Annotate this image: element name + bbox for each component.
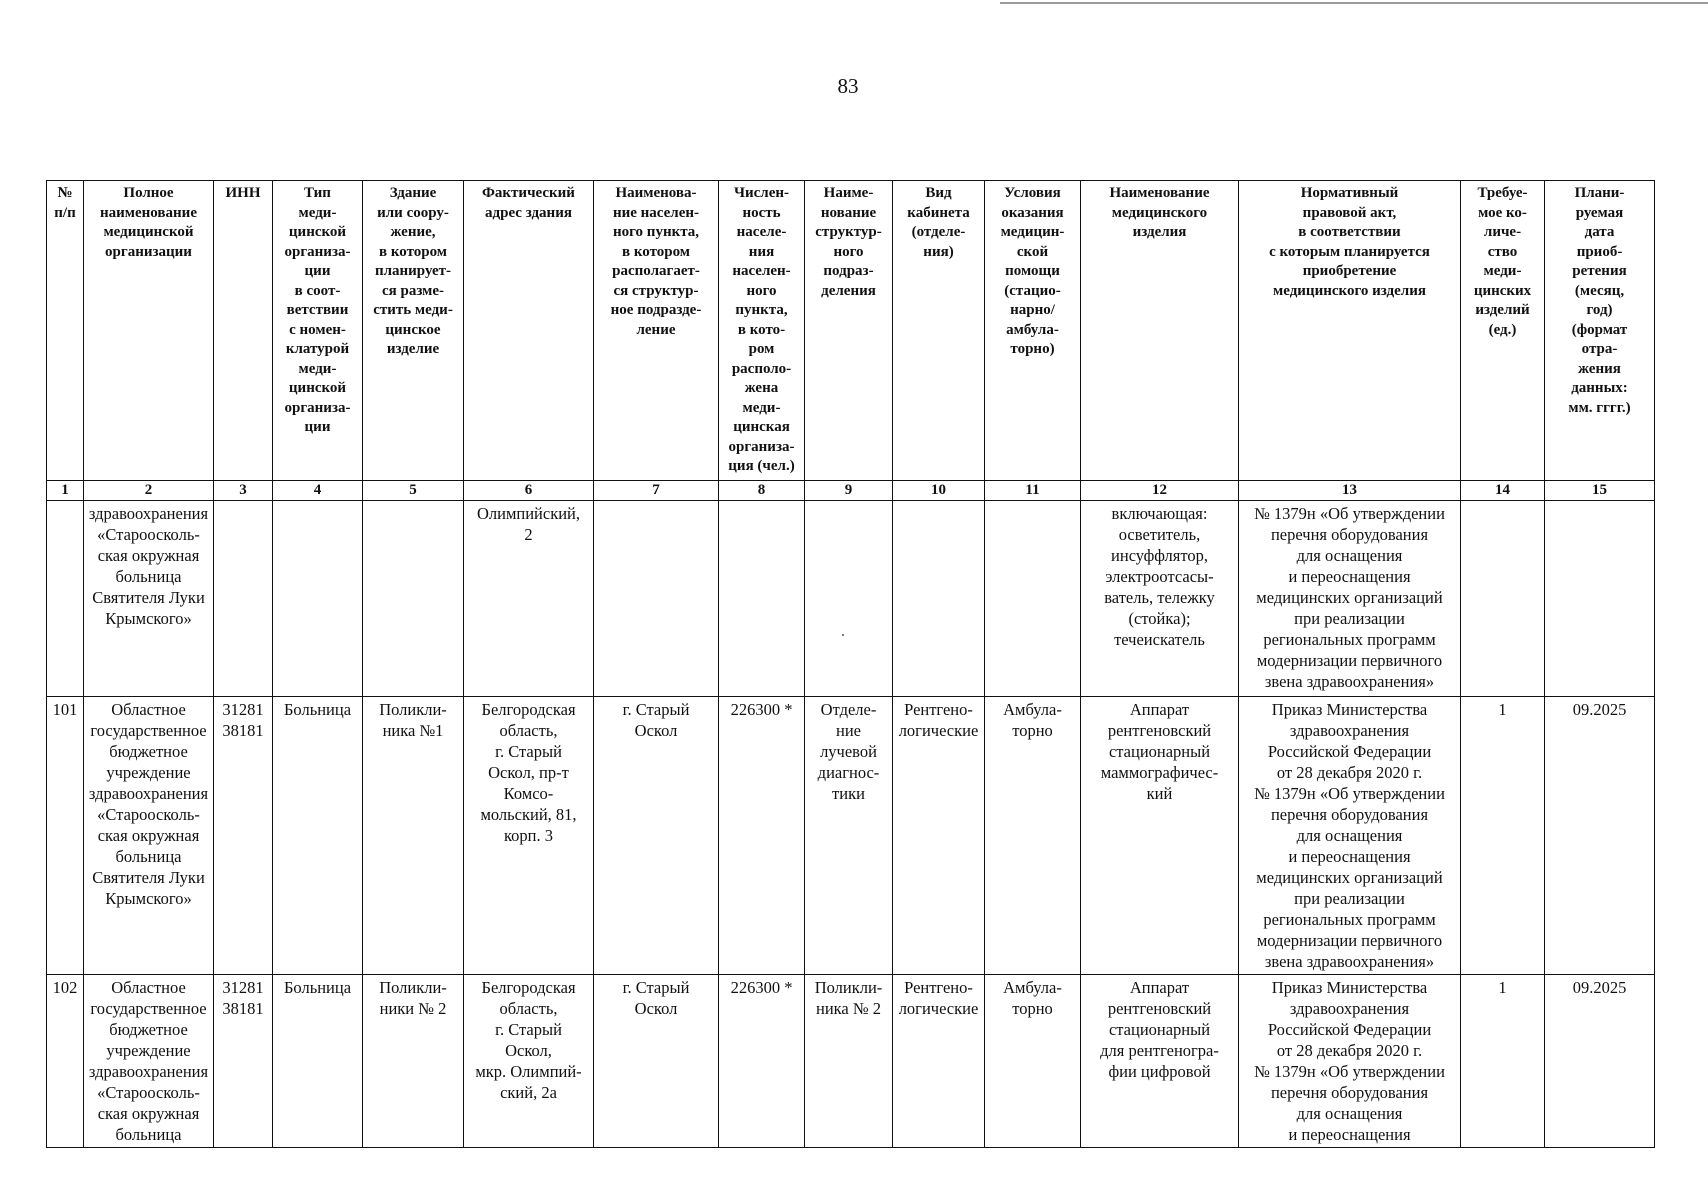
cell-line: Поликли-	[814, 978, 883, 997]
column-number: 13	[1239, 481, 1461, 501]
column-number: 15	[1545, 481, 1655, 501]
cell-line: ская окружная	[97, 1104, 200, 1123]
cell-line: ватель, тележку	[1104, 588, 1215, 607]
header-line: ром	[748, 341, 775, 357]
cell-line: для рентгеногра-	[1100, 1041, 1219, 1060]
header-line: помощи	[1005, 263, 1060, 279]
header-line: цинской	[288, 224, 347, 240]
cell-line: звена здравоохранения»	[1264, 672, 1435, 691]
table-row	[47, 975, 1655, 1148]
equipment-table	[46, 180, 1655, 1148]
cell-line: Приказ Министерства	[1271, 978, 1428, 997]
cell-line: стационарный	[1108, 1020, 1211, 1039]
cell-no	[47, 501, 84, 697]
cell-line: лучевой	[820, 742, 877, 761]
cell-line: Рентгено-	[904, 700, 973, 719]
cell-legal-act	[1239, 501, 1461, 697]
header-row	[47, 181, 1655, 481]
cell-line: Белгородская	[481, 700, 576, 719]
header-line: ции	[304, 419, 331, 435]
cell-line: г. Старый	[622, 978, 690, 997]
header-col-address	[464, 181, 594, 481]
header-line: жение,	[390, 224, 436, 240]
header-line: Нормативный	[1300, 185, 1399, 201]
header-col-legal-act	[1239, 181, 1461, 481]
header-line: Фактический	[482, 185, 575, 201]
header-line: руемая	[1575, 204, 1624, 221]
header-line: ветствии	[286, 302, 349, 318]
cell-line: Крымского»	[105, 609, 192, 628]
cell-conditions	[985, 501, 1081, 697]
header-line: ность	[742, 204, 781, 221]
cell-date: 09.2025	[1545, 975, 1655, 1148]
cell-population: 226300 *	[719, 975, 805, 1148]
cell-settlement	[594, 975, 719, 1148]
header-line: (ед.)	[1488, 321, 1517, 338]
header-line: Требуе-	[1477, 185, 1528, 201]
cell-line: маммографичес-	[1100, 763, 1219, 782]
header-line: ного	[746, 282, 777, 299]
cell-line: здравоохранения	[88, 504, 209, 523]
header-line: ся структур-	[613, 282, 699, 299]
cell-device	[1081, 697, 1239, 975]
header-line: дата	[1584, 224, 1615, 240]
header-line: ство	[1487, 243, 1518, 260]
header-line: организа-	[284, 243, 351, 260]
cell-line: больница	[115, 847, 182, 866]
cell-line: Комсо-	[503, 784, 554, 803]
cell-line: «Староосколь-	[97, 1083, 200, 1102]
header-line: п/п	[54, 204, 76, 221]
cell-line: стационарный	[1108, 742, 1211, 761]
header-line: амбула-	[1006, 321, 1059, 338]
column-number: 8	[719, 481, 805, 501]
cell-line: при реализации	[1294, 889, 1405, 908]
header-line: подраз-	[823, 263, 874, 279]
header-line: цинских	[1473, 282, 1532, 299]
column-number: 3	[214, 481, 273, 501]
cell-quantity	[1461, 501, 1545, 697]
cell-line: (стойка);	[1128, 609, 1191, 628]
header-line: наименование	[100, 204, 197, 221]
cell-line: Амбула-	[1003, 978, 1062, 997]
header-line: мое ко-	[1478, 204, 1527, 221]
cell-line: Оскол	[634, 999, 678, 1018]
cell-quantity: 1	[1461, 697, 1545, 975]
cell-line: Поликли-	[379, 978, 447, 997]
cell-building	[363, 697, 464, 975]
header-line: в соот-	[294, 282, 341, 299]
cell-inn	[214, 975, 273, 1148]
cell-line: торно	[1012, 999, 1053, 1018]
cell-legal-act	[1239, 697, 1461, 975]
header-line: приобретение	[1302, 263, 1397, 279]
header-line: данных:	[1571, 380, 1628, 396]
column-number-row	[47, 481, 1655, 501]
cell-line: Российской Федерации	[1267, 1020, 1432, 1039]
header-line: меди-	[1483, 263, 1522, 279]
cell-line: от 28 декабря 2020 г.	[1276, 763, 1423, 782]
header-line: населе-	[736, 224, 787, 240]
cell-line: при реализации	[1294, 609, 1405, 628]
header-line: кабинета	[907, 204, 970, 221]
cell-line: от 28 декабря 2020 г.	[1276, 1041, 1423, 1060]
cell-unit	[805, 697, 893, 975]
cell-line: логические	[898, 721, 979, 740]
cell-line: Поликли-	[379, 700, 447, 719]
cell-legal-act	[1239, 975, 1461, 1148]
cell-line: № 1379н «Об утверждении	[1254, 784, 1445, 803]
header-line: медицин-	[1000, 224, 1065, 240]
cell-line: ника № 2	[816, 999, 881, 1018]
header-col-no	[47, 181, 84, 481]
scan-edge-line	[1000, 2, 1708, 4]
header-line: ция (чел.)	[728, 458, 795, 474]
header-line: Тип	[304, 185, 331, 201]
cell-line: здравоохранения	[88, 1062, 209, 1081]
cell-line: для оснащения	[1296, 1104, 1403, 1123]
cell-org-name	[84, 501, 214, 697]
cell-org-name	[84, 975, 214, 1148]
header-line: ской	[1016, 243, 1049, 260]
header-line: цинское	[385, 321, 441, 338]
header-line: ния)	[923, 243, 954, 260]
cell-device	[1081, 501, 1239, 697]
cell-line: модернизации первичного	[1256, 651, 1443, 670]
cell-line: г. Старый	[622, 700, 690, 719]
cell-building	[363, 975, 464, 1148]
page-number: 83	[837, 74, 859, 98]
header-line: Плани-	[1574, 185, 1625, 201]
cell-line: больница	[115, 1125, 182, 1144]
cell-line: торно	[1012, 721, 1053, 740]
cell-line: Амбула-	[1003, 700, 1062, 719]
header-line: в соответствии	[1298, 224, 1401, 240]
cell-line: г. Старый	[495, 1020, 562, 1039]
column-number: 2	[84, 481, 214, 501]
header-line: цинской	[288, 380, 347, 396]
header-line: структур-	[815, 224, 882, 240]
column-number: 11	[985, 481, 1081, 501]
cell-line: область,	[499, 999, 558, 1018]
cell-line: и переоснащения	[1288, 567, 1411, 586]
header-line: Вид	[925, 185, 952, 201]
cell-line: Приказ Министерства	[1271, 700, 1428, 719]
header-line: жена	[744, 380, 779, 396]
cell-line: Аппарат	[1129, 978, 1190, 997]
cell-no: 102	[47, 975, 84, 1148]
header-col-quantity	[1461, 181, 1545, 481]
cell-address	[464, 697, 594, 975]
header-col-inn	[214, 181, 273, 481]
cell-line: электроотсасы-	[1105, 567, 1214, 586]
cell-line: здравоохранения	[1289, 999, 1410, 1018]
header-line: нарно/	[1010, 302, 1055, 318]
cell-line: ский, 2а	[500, 1083, 557, 1102]
cell-line: здравоохранения	[88, 784, 209, 803]
header-line: ся разме-	[381, 282, 445, 299]
cell-line: учреждение	[106, 1041, 191, 1060]
header-col-settlement	[594, 181, 719, 481]
cell-device	[1081, 975, 1239, 1148]
header-line: ление	[636, 321, 676, 338]
cell-quantity: 1	[1461, 975, 1545, 1148]
table-row	[47, 697, 1655, 975]
cell-line: Белгородская	[481, 978, 576, 997]
header-line: организа-	[284, 399, 351, 416]
cell-unit	[805, 975, 893, 1148]
cell-settlement	[594, 697, 719, 975]
header-line: Наименование	[1109, 185, 1210, 201]
column-number: 10	[893, 481, 985, 501]
cell-line: звена здравоохранения»	[1264, 952, 1435, 971]
cell-address	[464, 501, 594, 697]
header-line: ИНН	[225, 185, 261, 201]
scan-speck	[842, 634, 844, 636]
header-line: №	[57, 185, 73, 201]
cell-line: г. Старый	[495, 742, 562, 761]
column-number: 14	[1461, 481, 1545, 501]
cell-line: Олимпийский,	[476, 504, 581, 523]
cell-line: ника №1	[382, 721, 444, 740]
header-line: населен-	[732, 263, 791, 279]
header-col-unit	[805, 181, 893, 481]
cell-line: Рентгено-	[904, 978, 973, 997]
header-line: торно)	[1010, 341, 1055, 357]
cell-line: модернизации первичного	[1256, 931, 1443, 950]
cell-org-type: Больница	[273, 697, 363, 975]
header-line: адрес здания	[485, 204, 572, 221]
cell-cabinet	[893, 501, 985, 697]
header-col-device	[1081, 181, 1239, 481]
cell-line: Крымского»	[105, 889, 192, 908]
header-line: Условия	[1004, 185, 1061, 201]
header-line: стить меди-	[373, 302, 453, 318]
cell-line: учреждение	[106, 763, 191, 782]
cell-line: государственное	[90, 999, 207, 1018]
header-line: год)	[1586, 302, 1613, 318]
header-line: деления	[821, 282, 876, 299]
header-line: (стацио-	[1004, 282, 1061, 299]
header-line: в котором	[621, 243, 691, 260]
header-col-building	[363, 181, 464, 481]
header-line: ции	[304, 263, 331, 279]
cell-line: Оскол,	[505, 1041, 552, 1060]
cell-line: 38181	[222, 721, 264, 740]
header-line: ное подразде-	[610, 302, 702, 318]
header-line: организа-	[728, 438, 795, 455]
cell-line: перечня оборудования	[1270, 525, 1429, 544]
header-line: жения	[1578, 360, 1621, 377]
cell-line: течеискатель	[1114, 630, 1205, 649]
cell-line: Оскол	[634, 721, 678, 740]
cell-line: Святителя Луки	[92, 868, 205, 887]
table-row	[47, 501, 1655, 697]
cell-line: ники № 2	[379, 999, 447, 1018]
cell-conditions	[985, 975, 1081, 1148]
cell-line: Российской Федерации	[1267, 742, 1432, 761]
cell-unit	[805, 501, 893, 697]
cell-line: рентгеновский	[1107, 999, 1212, 1018]
cell-line: здравоохранения	[1289, 721, 1410, 740]
header-line: клатурой	[285, 341, 350, 357]
cell-line: Святителя Луки	[92, 588, 205, 607]
header-line: (отделе-	[911, 224, 966, 240]
header-line: нование	[820, 204, 877, 221]
cell-line: тики	[832, 784, 865, 803]
header-line: меди-	[298, 360, 337, 377]
column-number: 12	[1081, 481, 1239, 501]
header-line: или соору-	[377, 204, 449, 221]
cell-line: 2	[524, 525, 533, 544]
header-line: Числен-	[733, 185, 790, 201]
cell-line: мольский, 81,	[480, 805, 577, 824]
cell-inn	[214, 697, 273, 975]
cell-line: № 1379н «Об утверждении	[1254, 1062, 1445, 1081]
cell-line: область,	[499, 721, 558, 740]
header-line: цинская	[733, 419, 790, 435]
cell-line: кий	[1146, 784, 1173, 803]
column-number: 6	[464, 481, 594, 501]
header-col-cabinet	[893, 181, 985, 481]
cell-line: «Староосколь-	[97, 805, 200, 824]
header-line: ретения	[1572, 263, 1627, 279]
header-line: с которым планируется	[1269, 243, 1430, 260]
header-line: медицинского	[1111, 204, 1208, 221]
cell-population: 226300 *	[719, 697, 805, 975]
column-number: 7	[594, 481, 719, 501]
cell-cabinet	[893, 975, 985, 1148]
header-line: ние населен-	[612, 204, 700, 221]
header-line: с номен-	[289, 321, 346, 338]
cell-cabinet	[893, 697, 985, 975]
cell-line: 31281	[222, 978, 264, 997]
header-line: организации	[105, 243, 192, 260]
header-line: Полное	[123, 185, 174, 201]
header-col-conditions	[985, 181, 1081, 481]
cell-date: 09.2025	[1545, 697, 1655, 975]
cell-line: перечня оборудования	[1270, 1083, 1429, 1102]
header-line: изделий	[1475, 302, 1530, 318]
cell-line: мкр. Олимпий-	[475, 1062, 582, 1081]
column-number: 9	[805, 481, 893, 501]
cell-line: 31281	[222, 700, 264, 719]
header-line: отра-	[1581, 341, 1618, 357]
cell-line: № 1379н «Об утверждении	[1254, 504, 1445, 523]
cell-no: 101	[47, 697, 84, 975]
cell-line: региональных программ	[1263, 910, 1436, 929]
cell-line: для оснащения	[1296, 546, 1403, 565]
header-line: мм. гггг.)	[1568, 399, 1631, 416]
header-col-org-type	[273, 181, 363, 481]
cell-line: ние	[836, 721, 861, 740]
cell-line: Оскол, пр-т	[488, 763, 569, 782]
header-line: Наиме-	[823, 185, 874, 201]
cell-line: «Староосколь-	[97, 525, 200, 544]
header-line: изделие	[386, 341, 440, 357]
header-line: пункта,	[735, 302, 788, 318]
header-line: оказания	[1001, 204, 1064, 221]
cell-address	[464, 975, 594, 1148]
cell-line: Областное	[111, 978, 186, 997]
header-line: (формат	[1571, 321, 1628, 338]
cell-conditions	[985, 697, 1081, 975]
header-line: личе-	[1483, 224, 1522, 240]
cell-line: Областное	[111, 700, 186, 719]
header-line: в котором	[378, 243, 448, 260]
cell-line: инсуффлятор,	[1111, 546, 1208, 565]
header-line: Здание	[389, 185, 437, 201]
cell-line: для оснащения	[1296, 826, 1403, 845]
column-number: 4	[273, 481, 363, 501]
header-line: медицинского изделия	[1273, 282, 1426, 299]
cell-line: бюджетное	[109, 1020, 188, 1039]
header-line: ного	[833, 243, 864, 260]
header-line: Наименова-	[615, 185, 697, 201]
cell-line: государственное	[90, 721, 207, 740]
header-line: меди-	[298, 204, 337, 221]
cell-date	[1545, 501, 1655, 697]
cell-line: включающая:	[1111, 504, 1208, 523]
header-line: (месяц,	[1574, 282, 1625, 299]
cell-line: и переоснащения	[1288, 1125, 1411, 1144]
header-line: приоб-	[1576, 243, 1623, 260]
header-line: располо-	[731, 360, 792, 377]
cell-line: ская окружная	[97, 546, 200, 565]
cell-line: ская окружная	[97, 826, 200, 845]
cell-line: осветитель,	[1118, 525, 1201, 544]
header-line: в кото-	[737, 321, 786, 338]
header-col-org-name	[84, 181, 214, 481]
cell-line: Аппарат	[1129, 700, 1190, 719]
cell-settlement	[594, 501, 719, 697]
cell-line: корп. 3	[503, 826, 553, 845]
header-line: правовой акт,	[1302, 204, 1397, 221]
cell-building	[363, 501, 464, 697]
header-line: располагает-	[612, 263, 700, 279]
cell-inn	[214, 501, 273, 697]
header-line: меди-	[742, 399, 781, 416]
cell-line: медицинских организаций	[1256, 588, 1443, 607]
cell-line: 38181	[222, 999, 264, 1018]
cell-line: фии цифровой	[1108, 1062, 1211, 1081]
cell-org-name	[84, 697, 214, 975]
cell-org-type: Больница	[273, 975, 363, 1148]
column-number: 1	[47, 481, 84, 501]
header-line: планирует-	[374, 263, 452, 279]
header-line: ного пункта,	[612, 224, 700, 240]
cell-line: перечня оборудования	[1270, 805, 1429, 824]
cell-line: и переоснащения	[1288, 847, 1411, 866]
header-col-population	[719, 181, 805, 481]
header-line: изделия	[1132, 224, 1187, 240]
cell-line: диагнос-	[817, 763, 880, 782]
cell-line: больница	[115, 567, 182, 586]
cell-line: региональных программ	[1263, 630, 1436, 649]
cell-line: рентгеновский	[1107, 721, 1212, 740]
cell-population	[719, 501, 805, 697]
header-line: ния	[748, 243, 775, 260]
header-line: медицинской	[103, 224, 194, 240]
cell-org-type	[273, 501, 363, 697]
column-number: 5	[363, 481, 464, 501]
cell-line: медицинских организаций	[1256, 868, 1443, 887]
cell-line: бюджетное	[109, 742, 188, 761]
header-col-date	[1545, 181, 1655, 481]
cell-line: Отделе-	[820, 700, 877, 719]
cell-line: логические	[898, 999, 979, 1018]
